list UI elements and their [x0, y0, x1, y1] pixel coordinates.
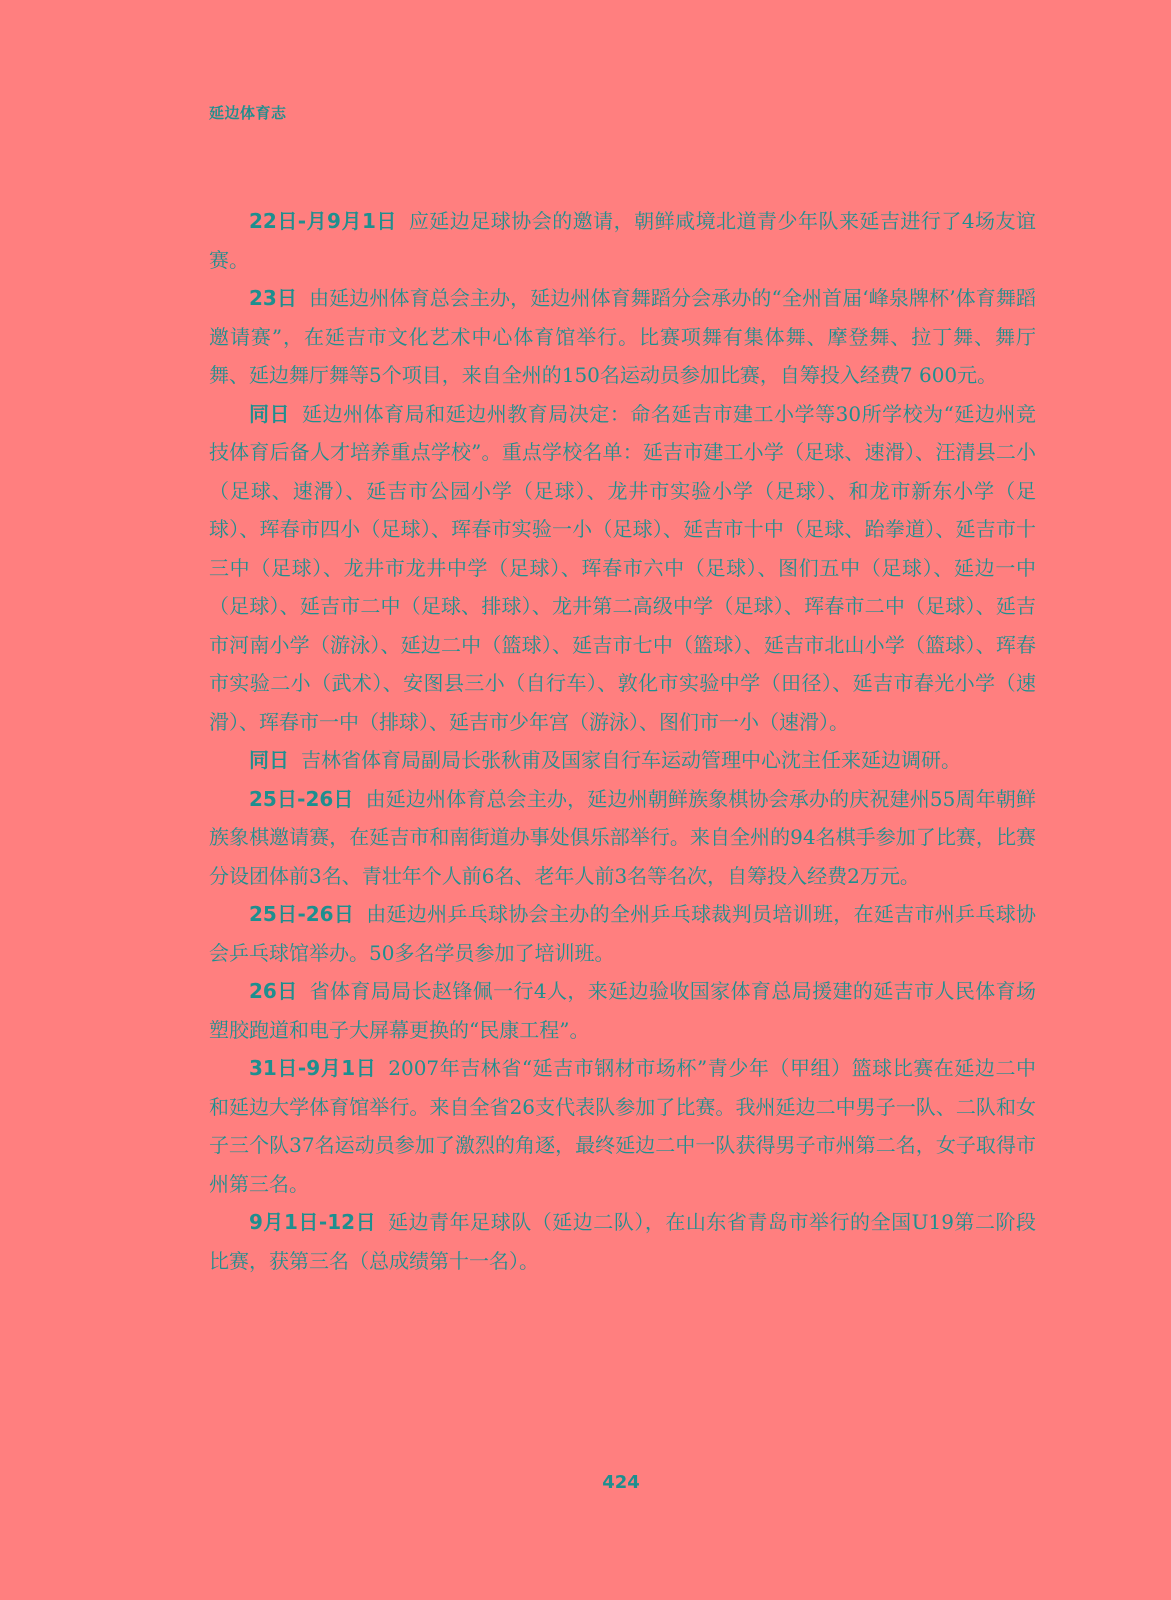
chronicle-entry	[209, 279, 1036, 395]
entry-text: 吉林省体育局副局长张秋甫及国家自行车运动管理中心沈主任来延边调研。	[301, 748, 961, 772]
entry-date: 31日-9月1日	[249, 1056, 377, 1080]
page-number: 424	[602, 1472, 640, 1493]
entry-date: 同日	[249, 401, 291, 426]
entry-text: 延边州体育局和延边州教育局决定：命名延吉市建工小学等30所学校为“延边州竞技体育后备人才培养重点学校”。重点学校名单：延吉市建工小学（足球、速滑）、汪清县二小（足球、速滑）、延吉市公园小学（足球）、龙井市实验小学（足球）、和龙市新东小学（足球）、珲春市四小（足球）、珲春市实验一小（足球）、延吉市十中（足球、跆拳道）、延吉市十三中（足球）、龙井市龙井中学（足球）、珲春市六中（足球）、图们五中（足球）、延边一中（足球）、延吉市二中（足球、排球）、龙井第二高级中学（足球）、珲春市二中（足球）、延吉市河南小学（游泳）、延边二中（篮球）、延吉市七中（篮球）、延吉市北山小学（篮球）、珲春市实验二小（武术）、安图县三小（自行车）、敦化市实验中学（田径）、延吉市春光小学（速滑）、珲春市一中（排球）、延吉市少年宫（游泳）、图们市一小（速滑）。	[209, 401, 1036, 734]
entry-text: 由延边州乒乓球协会主办的全州乒乓球裁判员培训班，在延吉市州乒乓球协会乒乓球馆举办。50多名学员参加了培训班。	[209, 902, 1037, 965]
entry-text: 延边青年足球队（延边二队），在山东省青岛市举行的全国U19第二阶段比赛，获第三名（总成绩第十一名）。	[209, 1210, 1036, 1273]
entry-date: 23日	[249, 286, 298, 310]
entry-text: 由延边州体育总会主办，延边州朝鲜族象棋协会承办的庆祝建州55周年朝鲜族象棋邀请赛，在延吉市和南街道办事处俱乐部举行。来自全州的94名棋手参加了比赛，比赛分设团体前3名、青壮年个人前6名、老年人前3名等名次，自筹投入经费2万元。	[209, 786, 1037, 888]
entry-text: 由延边州体育总会主办，延边州体育舞蹈分会承办的“全州首届‘峰泉牌杯’体育舞蹈邀请赛”，在延吉市文化艺术中心体育馆举行。比赛项舞有集体舞、摩登舞、拉丁舞、舞厅舞、延边舞厅舞等5个项目，来自全州的150名运动员参加比赛，自筹投入经费7 600元。	[209, 286, 1036, 387]
chronicle-entry	[209, 895, 1036, 972]
entry-date: 25日-26日	[249, 786, 354, 811]
entry-date: 9月1日-12日	[249, 1210, 377, 1234]
chronicle-entry	[209, 1049, 1036, 1203]
chronicle-entry	[209, 972, 1036, 1049]
running-head: 延边体育志	[209, 104, 287, 122]
chronicle-entry	[209, 202, 1036, 279]
entry-date: 22日-月9月1日	[249, 209, 397, 233]
entry-date: 同日	[249, 748, 289, 772]
entry-text: 省体育局局长赵锋佩一行4人，来延边验收国家体育总局援建的延吉市人民体育场塑胶跑道和电子大屏幕更换的“民康工程”。	[209, 979, 1036, 1042]
chronicle-entry	[209, 780, 1036, 896]
chronicle-entry	[209, 395, 1036, 742]
entry-text: 应延边足球协会的邀请，朝鲜咸境北道青少年队来延吉进行了4场友谊赛。	[209, 209, 1036, 272]
entry-date: 25日-26日	[249, 902, 355, 926]
entry-date: 26日	[249, 979, 298, 1003]
entry-text: 2007年吉林省“延吉市钢材市场杯”青少年（甲组）篮球比赛在延边二中和延边大学体育馆举行。来自全省26支代表队参加了比赛。我州延边二中男子一队、二队和女子三个队37名运动员参加了激烈的角逐，最终延边二中一队获得男子市州第二名，女子取得市州第三名。	[209, 1056, 1036, 1196]
chronicle-body	[209, 202, 1036, 1280]
chronicle-entry	[209, 1203, 1036, 1280]
chronicle-entry	[209, 741, 1036, 780]
